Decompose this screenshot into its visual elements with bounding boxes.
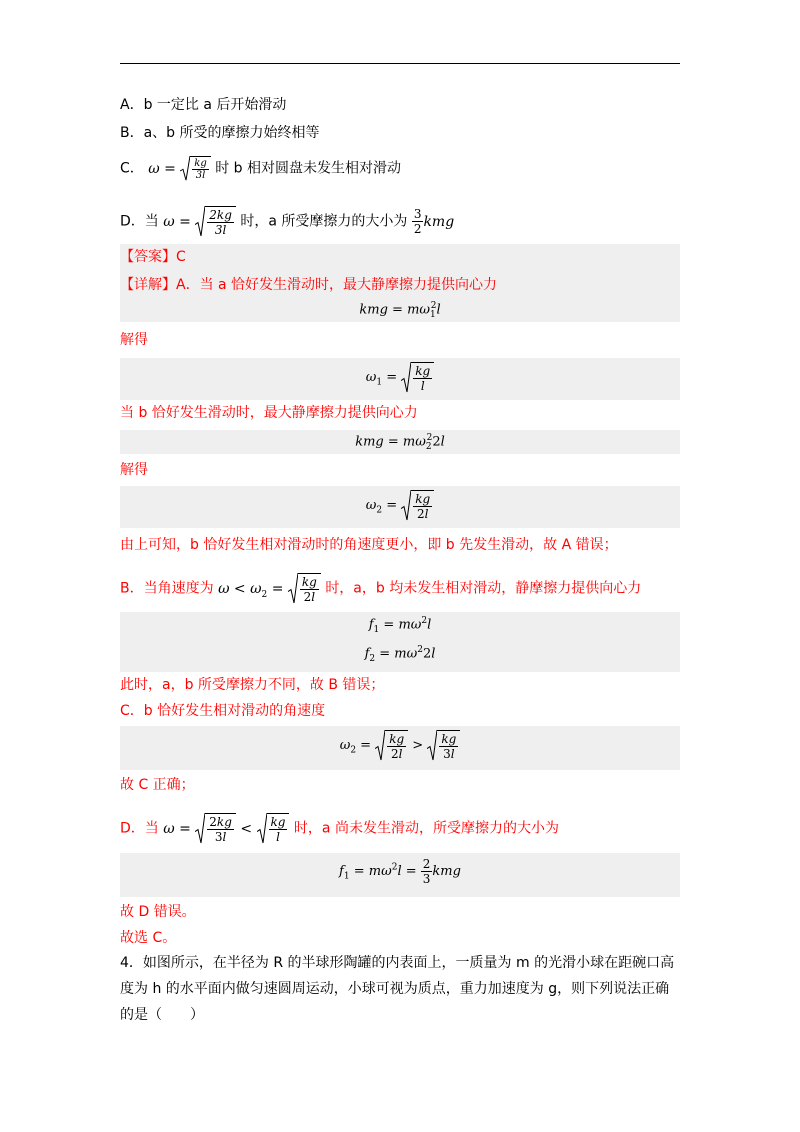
b-suffix: 时，a，b 均未发生相对滑动，静摩擦力提供向心力 xyxy=(325,580,642,597)
detail-intro: A．当 a 恰好发生滑动时，最大静摩擦力提供向心力 xyxy=(176,277,498,293)
detail-label: 【详解】 xyxy=(120,277,176,293)
option-c-suffix: 时 b 相对圆盘未发生相对滑动 xyxy=(215,160,401,177)
option-b: B．a、b 所受的摩擦力始终相等 xyxy=(120,125,320,141)
conclusion-b: 此时，a，b 所受摩擦力不同，故 B 错误； xyxy=(120,677,385,693)
option-c-formula: ω = $\frac{kg}{3l}$ xyxy=(148,161,211,177)
option-d-result: $\frac{3}{2}$ kmg xyxy=(413,207,455,236)
question4-line2: 度为 h 的水平面内做匀速圆周运动，小球可视为质点，重力加速度为 g，则下列说法正确 xyxy=(120,981,670,997)
option-d-formula: ω = $\frac{2kg}{3l}$ xyxy=(163,214,236,230)
b-condition-line xyxy=(120,573,641,604)
equation-compare: $\omega_2$ = $\frac{kg}{2l}$ > $\frac{kg}{3l}$ xyxy=(120,730,680,761)
question4-line3: 的是（ ） xyxy=(120,1007,204,1023)
d-condition-line xyxy=(120,813,559,844)
option-d xyxy=(120,206,454,237)
option-d-middle: 时，a 所受摩擦力的大小为 xyxy=(240,213,408,230)
b-condition-formula: $\omega < \omega_2$ = $\frac{kg}{2l}$ xyxy=(218,581,321,597)
equation-a-max-friction: kmg = $m\omega_1^2l$ xyxy=(359,301,441,320)
option-d-prefix: D．当 xyxy=(120,213,159,230)
header-rule xyxy=(120,63,680,64)
question4-line1: 4．如图所示，在半径为 R 的半球形陶罐的内表面上，一质量为 m 的光滑小球在距碗口高 xyxy=(120,955,675,971)
detail-intro-line xyxy=(120,275,497,295)
d-suffix: 时，a 尚未发生滑动，所受摩擦力的大小为 xyxy=(293,820,559,837)
equation-b-max-friction: kmg = $m\omega_2^22l$ xyxy=(355,433,445,452)
equation-omega2: $\omega_2$ = $\frac{kg}{2l}$ xyxy=(120,490,680,521)
d-prefix: D．当 xyxy=(120,820,159,837)
conclusion-a: 由上可知，b 恰好发生相对滑动时的角速度更小，即 b 先发生滑动，故 A 错误； xyxy=(120,537,618,553)
equation-f2: $f_2 = m\omega^22l$ xyxy=(364,645,436,664)
solve-1: 解得 xyxy=(120,332,148,348)
equation-f1-d: $f_1 = m\omega^2l$ = $\frac{2}{3}$ kmg xyxy=(339,857,461,886)
answer-label: 【答案】 xyxy=(120,249,176,265)
c-intro: C．b 恰好发生相对滑动的角速度 xyxy=(120,703,326,719)
d-condition-formula: ω = $\frac{2kg}{3l}$ < $\frac{kg}{l}$ xyxy=(163,821,289,837)
option-a: A．b 一定比 a 后开始滑动 xyxy=(120,97,287,113)
answer-line xyxy=(120,247,186,267)
answer-value: C xyxy=(176,249,186,265)
b-slide-text: 当 b 恰好发生滑动时，最大静摩擦力提供向心力 xyxy=(120,405,418,421)
option-c-prefix: C． xyxy=(120,160,144,177)
conclusion-d: 故 D 错误。 xyxy=(120,904,196,920)
equation-omega1: $\omega_1$ = $\frac{kg}{l}$ xyxy=(120,362,680,393)
conclusion-c: 故 C 正确； xyxy=(120,777,195,793)
b-prefix: B．当角速度为 xyxy=(120,580,214,597)
final-answer: 故选 C。 xyxy=(120,930,177,946)
option-c xyxy=(120,156,401,181)
equation-f1: $f_1 = m\omega^2l$ xyxy=(368,616,432,635)
solve-2: 解得 xyxy=(120,462,148,478)
